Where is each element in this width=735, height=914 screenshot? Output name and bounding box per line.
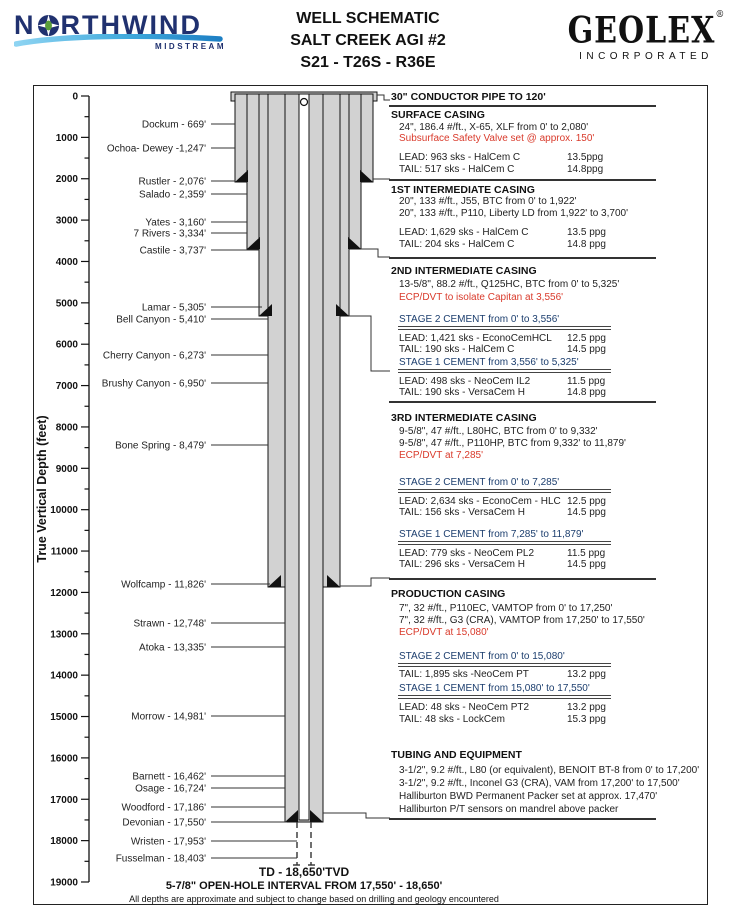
stage-underline-2 — [398, 544, 611, 545]
formation-label: Osage - 16,724' — [135, 783, 206, 795]
casing-spec-line: Halliburton BWD Permanent Packer set at approx. 17,470' — [399, 791, 658, 802]
casing-section-title: SURFACE CASING — [391, 109, 485, 121]
stage-underline-1 — [398, 326, 611, 327]
cement-row-density: 14.8 ppg — [567, 387, 606, 398]
casing-section-title: TUBING AND EQUIPMENT — [391, 749, 522, 761]
cement-row-label: LEAD: 48 sks - NeoCem PT2 — [399, 702, 530, 713]
axis-tick-label: 11000 — [50, 546, 78, 558]
axis-tick-label: 13000 — [50, 629, 78, 641]
cement-row — [399, 507, 699, 518]
cement-row-density: 12.5 ppg — [567, 496, 606, 507]
axis-tick-label: 7000 — [55, 381, 78, 393]
casing-section-title: PRODUCTION CASING — [391, 588, 506, 600]
cement-row — [399, 164, 699, 175]
casing-spec-line: 7", 32 #/ft., G3 (CRA), VAMTOP from 17,250' to 17,550' — [399, 615, 645, 626]
casing-spec-line: 20", 133 #/ft., P110, Liberty LD from 1,922' to 3,700' — [399, 208, 628, 219]
axis-title: True Vertical Depth (feet) — [35, 415, 49, 563]
stage-underline-1 — [398, 541, 611, 542]
casing-spec-line: 3-1/2", 9.2 #/ft., Inconel G3 (CRA), VAM from 17,200' to 17,500' — [399, 778, 680, 789]
title-line-2: SALT CREEK AGI #2 — [290, 32, 446, 49]
formation-label: Bone Spring - 8,479' — [115, 440, 206, 452]
formation-label: Rustler - 2,076' — [138, 176, 206, 188]
cement-row-density: 13.5 ppg — [567, 227, 606, 238]
axis-tick-label: 14000 — [50, 670, 78, 682]
formation-label: Strawn - 12,748' — [133, 618, 206, 630]
cement-row-label: LEAD: 779 sks - NeoCem PL2 — [399, 548, 535, 559]
axis-tick-label: 15000 — [50, 712, 78, 724]
formation-label: Ochoa- Dewey -1,247' — [106, 143, 206, 155]
cement-row-label: TAIL: 48 sks - LockCem — [399, 714, 505, 725]
formation-label: Morrow - 14,981' — [131, 711, 206, 723]
cement-row-density: 11.5 ppg — [567, 376, 606, 387]
axis-tick-label: 19000 — [50, 877, 78, 889]
cement-row-density: 14.8ppg — [567, 164, 604, 175]
cement-row-density: 13.2 ppg — [567, 702, 606, 713]
formation-label: Yates - 3,160' — [145, 217, 206, 229]
axis-tick-label: 5000 — [55, 298, 78, 310]
axis-tick-label: 0 — [72, 91, 78, 103]
casing-spec-line: 3-1/2", 9.2 #/ft., L80 (or equivalent), BENOIT BT-8 from 0' to 17,200' — [399, 765, 700, 776]
formation-label: 7 Rivers - 3,334' — [133, 228, 206, 240]
annotation-leader-line — [323, 813, 390, 818]
stage-cement-header: STAGE 2 CEMENT from 0' to 3,556' — [399, 314, 560, 325]
axis-tick-label: 17000 — [50, 794, 78, 806]
formation-label: Bell Canyon - 5,410' — [116, 314, 206, 326]
cement-row-density: 11.5 ppg — [567, 548, 606, 559]
casing-section-title: 30" CONDUCTOR PIPE TO 120' — [391, 91, 546, 103]
casing-spec-line: 20", 133 #/ft., J55, BTC from 0' to 1,922' — [399, 196, 577, 207]
northwind-logo — [14, 12, 232, 51]
annotation-leader-line — [349, 316, 390, 371]
formation-label: Castile - 3,737' — [139, 245, 206, 257]
cement-row-density: 12.5 ppg — [567, 333, 606, 344]
cement-row — [399, 496, 699, 507]
cement-row — [399, 548, 699, 559]
cement-row-density: 14.5 ppg — [567, 507, 606, 518]
section-divider — [389, 105, 656, 107]
cement-row-density: 15.3 ppg — [567, 714, 606, 725]
title-line-1: WELL SCHEMATIC — [296, 10, 440, 27]
casing-annotation-panel — [389, 86, 707, 906]
cement-row — [399, 387, 699, 398]
casing-spec-line: Halliburton P/T sensors on mandrel above packer — [399, 804, 619, 815]
northwind-letter-n: N — [14, 10, 36, 40]
cement-row-density: 13.2 ppg — [567, 669, 606, 680]
casing-spec-line: 9-5/8", 47 #/ft., L80HC, BTC from 0' to 9,332' — [399, 426, 598, 437]
casing-section-title: 2ND INTERMEDIATE CASING — [391, 265, 537, 277]
casing-section-title: 1ST INTERMEDIATE CASING — [391, 184, 535, 196]
total-depth-label: TD - 18,650'TVD — [258, 865, 350, 879]
stage-cement-header: STAGE 1 CEMENT from 15,080' to 17,550' — [399, 683, 590, 694]
equipment-note-red: ECP/DVT at 7,285' — [399, 450, 483, 461]
stage-cement-header: STAGE 2 CEMENT from 0' to 7,285' — [399, 477, 560, 488]
cement-row-label: TAIL: 156 sks - VersaCem H — [399, 507, 525, 518]
formation-label: Lamar - 5,305' — [141, 302, 206, 314]
cement-row-density: 13.5ppg — [567, 152, 604, 163]
section-divider — [389, 578, 656, 580]
axis-tick-label: 1000 — [55, 132, 78, 144]
cement-row — [399, 239, 699, 250]
ssv-marker — [301, 99, 308, 106]
cement-row — [399, 702, 699, 713]
formation-label: Devonian - 17,550' — [122, 817, 206, 829]
stage-underline-2 — [398, 372, 611, 373]
stage-underline-2 — [398, 329, 611, 330]
cement-row — [399, 227, 699, 238]
compass-icon — [37, 14, 60, 37]
schematic-frame — [33, 85, 708, 905]
formation-label: Salado - 2,359' — [139, 189, 206, 201]
stage-cement-header: STAGE 1 CEMENT from 7,285' to 11,879' — [399, 529, 584, 540]
formation-label: Cherry Canyon - 6,273' — [102, 350, 206, 362]
formation-label: Fusselman - 18,403' — [115, 853, 206, 865]
geolex-incorporated-label: INCORPORATED — [579, 51, 713, 62]
section-divider — [389, 401, 656, 403]
stage-underline-2 — [398, 666, 611, 667]
cement-row-label: LEAD: 1,421 sks - EconoCemHCL — [399, 333, 552, 344]
axis-tick-label: 10000 — [50, 505, 78, 517]
axis-tick-label: 4000 — [55, 256, 78, 268]
section-divider — [389, 818, 656, 820]
cement-row-label: TAIL: 190 sks - VersaCem H — [399, 387, 525, 398]
formation-label: Wristen - 17,953' — [130, 836, 206, 848]
cement-row-label: LEAD: 1,629 sks - HalCem C — [399, 227, 529, 238]
casing-spec-line: 9-5/8", 47 #/ft., P110HP, BTC from 9,332' to 11,879' — [399, 438, 626, 449]
cement-row — [399, 669, 699, 680]
cement-row-label: LEAD: 2,634 sks - EconoCem - HLC — [399, 496, 561, 507]
stage-underline-1 — [398, 663, 611, 664]
northwind-midstream-label: MIDSTREAM — [155, 42, 226, 51]
cement-row-density: 14.5 ppg — [567, 344, 606, 355]
stage-underline-2 — [398, 698, 611, 699]
stage-underline-2 — [398, 492, 611, 493]
stage-underline-1 — [398, 489, 611, 490]
equipment-note-red: ECP/DVT at 15,080' — [399, 627, 489, 638]
cement-row — [399, 714, 699, 725]
northwind-letters: RTHWIND — [60, 10, 202, 40]
casing-spec-line: 13-5/8", 88.2 #/ft., Q125HC, BTC from 0' to 5,325' — [399, 279, 620, 290]
annotation-leader-line — [361, 249, 390, 257]
cement-row — [399, 152, 699, 163]
axis-tick-label: 18000 — [50, 836, 78, 848]
formation-label: Dockum - 669' — [141, 119, 206, 131]
title-line-3: S21 - T26S - R36E — [300, 54, 436, 71]
geolex-wordmark: GEOLEX® — [567, 10, 725, 52]
casing-spec-line: 24", 186.4 #/ft., X-65, XLF from 0' to 2,080' — [399, 122, 589, 133]
stage-cement-header: STAGE 1 CEMENT from 3,556' to 5,325' — [399, 357, 579, 368]
section-divider — [389, 257, 656, 259]
axis-tick-label: 6000 — [55, 339, 78, 351]
cement-row — [399, 333, 699, 344]
casing-section-title: 3RD INTERMEDIATE CASING — [391, 412, 537, 424]
cement-row-label: TAIL: 1,895 sks -NeoCem PT — [399, 669, 529, 680]
equipment-note-red: Subsurface Safety Valve set @ approx. 150' — [399, 133, 595, 144]
stage-underline-1 — [398, 695, 611, 696]
cement-row — [399, 376, 699, 387]
page-title — [238, 8, 498, 74]
formation-label: Atoka - 13,335' — [139, 642, 206, 654]
casing-spec-line: 7", 32 #/ft., P110EC, VAMTOP from 0' to 17,250' — [399, 603, 613, 614]
axis-tick-label: 8000 — [55, 422, 78, 434]
disclaimer-note: All depths are approximate and subject to change based on drilling and geology encountered — [129, 894, 499, 904]
axis-tick-label: 2000 — [55, 174, 78, 186]
cement-row-label: TAIL: 204 sks - HalCem C — [399, 239, 515, 250]
stage-underline-1 — [398, 369, 611, 370]
equipment-note-red: ECP/DVT to isolate Capitan at 3,556' — [399, 292, 564, 303]
tubing-string — [299, 94, 309, 820]
axis-tick-label: 16000 — [50, 753, 78, 765]
annotation-leader-line — [340, 578, 390, 586]
cement-row-label: LEAD: 498 sks - NeoCem IL2 — [399, 376, 531, 387]
section-divider — [389, 179, 656, 181]
axis-tick-label: 3000 — [55, 215, 78, 227]
cement-row-label: TAIL: 296 sks - VersaCem H — [399, 559, 525, 570]
cement-row-label: TAIL: 190 sks - HalCem C — [399, 344, 515, 355]
formation-label: Brushy Canyon - 6,950' — [101, 378, 206, 390]
stage-cement-header: STAGE 2 CEMENT from 0' to 15,080' — [399, 651, 565, 662]
cement-row-density: 14.5 ppg — [567, 559, 606, 570]
axis-tick-label: 9000 — [55, 463, 78, 475]
cement-row-density: 14.8 ppg — [567, 239, 606, 250]
formation-label: Barnett - 16,462' — [132, 771, 206, 783]
open-hole-interval-label: 5-7/8" OPEN-HOLE INTERVAL FROM 17,550' - 18,650' — [165, 880, 443, 892]
axis-tick-label: 12000 — [50, 587, 78, 599]
formation-label: Wolfcamp - 11,826' — [121, 579, 206, 591]
geolex-logo — [560, 10, 732, 62]
formation-label: Woodford - 17,186' — [121, 802, 206, 814]
cement-row — [399, 344, 699, 355]
cement-row-label: LEAD: 963 sks - HalCem C — [399, 152, 521, 163]
registered-mark: ® — [715, 10, 725, 20]
cement-row — [399, 559, 699, 570]
cement-row-label: TAIL: 517 sks - HalCem C — [399, 164, 515, 175]
